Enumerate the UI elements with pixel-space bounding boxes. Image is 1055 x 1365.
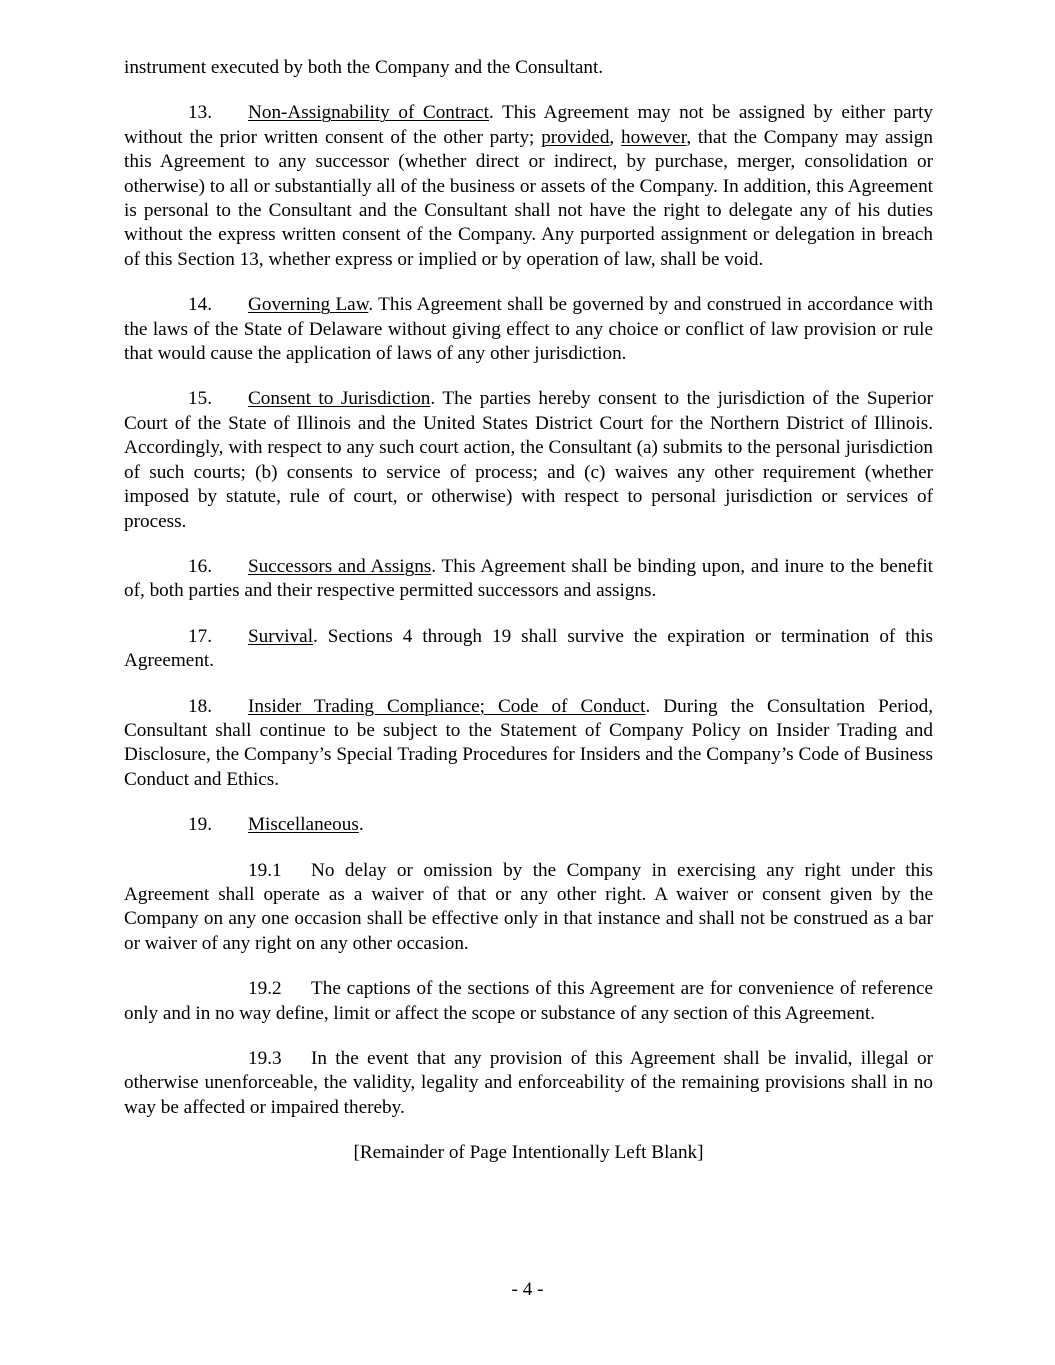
- subsection-number: 19.3: [248, 1048, 282, 1069]
- section-number: 15.: [188, 388, 212, 410]
- provided-term: provided: [541, 126, 610, 148]
- section-19-2: [124, 977, 933, 1026]
- section-19-1: [124, 859, 933, 957]
- subsection-text: No delay or omission by the Company in exercising any right under this Agreement shall operate as a waiver of that or any other right. A waiver or consent given by the Company on any one occasion shall be effective only in that instance and shall not be construed as a bar or waiver of any right on any other occasion.: [124, 859, 933, 954]
- section-number: 17.: [188, 625, 212, 647]
- section-text: . The parties hereby consent to the jurisdiction of the Superior Court of the State of Illinois and the United States District Court for the Northern District of Illinois. Accordingly, with respect to any such court action, the Consultant (a) submits to the personal jurisdiction of such courts; (b) consents to service of process; and (c) waives any other requirement (whether imposed by statute, rule of court, or otherwise) with respect to personal jurisdiction or services of process.: [124, 388, 934, 532]
- section-18: [124, 695, 933, 793]
- section-title: Miscellaneous: [248, 814, 359, 836]
- subsection-text: In the event that any provision of this Agreement shall be invalid, illegal or otherwise unenforceable, the validity, legality and enforceability of the remaining provisions shall in no way be affected or impaired thereby.: [124, 1048, 933, 1118]
- section-text: . Sections 4 through 19 shall survive the expiration or termination of this Agreement.: [124, 625, 933, 672]
- section-title: Non-Assignability of Contract: [248, 102, 489, 124]
- section-text: , that the Company may assign this Agreement to any successor (whether direct or indirect, by purchase, merger, consolidation or otherwise) to all or substantially all of the business or assets of the Company. In addition, this Agreement is personal to the Consultant and the Consultant shall not have the right to delegate any of his duties without the express written consent of the Company. Any purported assignment or delegation in breach of this Section 13, whether express or implied or by operation of law, shall be void.: [124, 126, 933, 270]
- section-text: .: [358, 814, 364, 836]
- section-number: 16.: [188, 555, 212, 577]
- section-title: Governing Law: [248, 294, 369, 316]
- page-number: - 4 -: [511, 1279, 544, 1300]
- section-number: 14.: [188, 294, 212, 316]
- however-term: however: [621, 126, 687, 148]
- section-number: 19.: [188, 814, 212, 836]
- remainder-note-text: [Remainder of Page Intentionally Left Blank]: [353, 1142, 704, 1164]
- section-19-3: [124, 1047, 933, 1120]
- section-14: [124, 293, 933, 366]
- section-17: [124, 625, 933, 674]
- subsection-text: The captions of the sections of this Agreement are for convenience of reference only and in no way define, limit or affect the scope or substance of any section of this Agreement.: [124, 978, 933, 1024]
- section-title: Consent to Jurisdiction: [248, 388, 431, 410]
- section-number: 18.: [188, 695, 212, 717]
- section-title: Survival: [248, 625, 314, 647]
- subsection-number: 19.2: [248, 978, 282, 1000]
- intro-text: instrument executed by both the Company and the Consultant.: [124, 57, 604, 78]
- section-text: . This Agreement shall be governed by and construed in accordance with the laws of the State of Delaware without giving effect to any choice or conflict of law provision or rule that would cause the application of laws of any other jurisdiction.: [124, 294, 933, 365]
- section-text: ,: [609, 126, 622, 148]
- intro-paragraph: [124, 56, 933, 80]
- section-text: . During the Consultation Period, Consultant shall continue to be subject to the Statement of Company Policy on Insider Trading and Disclosure, the Company’s Special Trading Procedures for Insiders and the Company’s Code of Business Conduct and Ethics.: [124, 695, 933, 790]
- section-title: Successors and Assigns: [248, 555, 432, 577]
- section-16: [124, 555, 933, 604]
- document-page: [124, 56, 933, 1187]
- subsection-number: 19.1: [248, 859, 282, 881]
- section-number: 13.: [188, 102, 212, 124]
- section-13: [124, 101, 933, 272]
- section-text: . This Agreement shall be binding upon, and inure to the benefit of, both parties and their respective permitted successors and assigns.: [124, 555, 933, 602]
- section-text: . This Agreement may not be assigned by either party without the prior written consent of the other party;: [124, 102, 934, 148]
- section-title: Insider Trading Compliance; Code of Conduct: [248, 695, 646, 717]
- remainder-note: [124, 1141, 933, 1165]
- section-15: [124, 387, 933, 533]
- section-19: [124, 813, 933, 837]
